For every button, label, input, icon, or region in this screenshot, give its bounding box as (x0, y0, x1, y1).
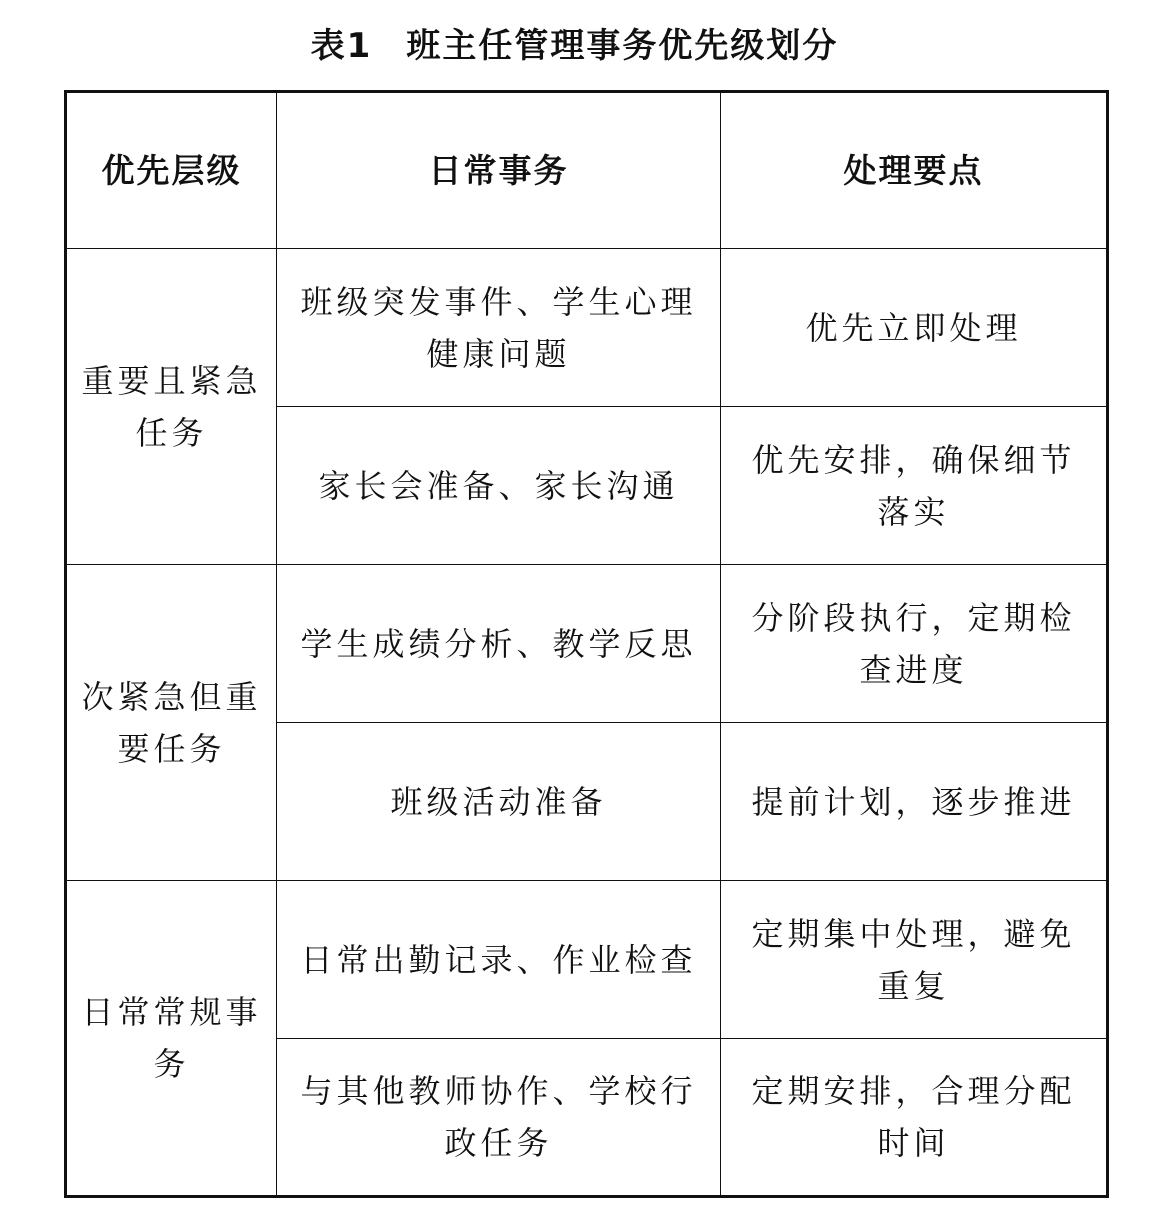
task-cell: 日常出勤记录、作业检查 (277, 881, 721, 1039)
priority-level-cell: 日常常规事务 (66, 881, 277, 1197)
header-daily-tasks: 日常事务 (277, 92, 721, 249)
point-cell: 定期集中处理，避免重复 (721, 881, 1108, 1039)
point-cell: 定期安排，合理分配时间 (721, 1039, 1108, 1197)
header-handling-points: 处理要点 (721, 92, 1108, 249)
task-cell: 学生成绩分析、教学反思 (277, 565, 721, 723)
point-cell: 优先立即处理 (721, 249, 1108, 407)
point-cell: 提前计划，逐步推进 (721, 723, 1108, 881)
table-row (66, 249, 1108, 407)
priority-table (64, 90, 1109, 1198)
point-cell: 分阶段执行，定期检查进度 (721, 565, 1108, 723)
table-number: 表1 (310, 26, 373, 66)
priority-level-cell: 重要且紧急任务 (66, 249, 277, 565)
task-cell: 家长会准备、家长沟通 (277, 407, 721, 565)
header-priority-level: 优先层级 (66, 92, 277, 249)
point-cell: 优先安排，确保细节落实 (721, 407, 1108, 565)
table-row (66, 565, 1108, 723)
header-row (66, 92, 1108, 249)
table-caption (0, 18, 1149, 67)
task-cell: 班级活动准备 (277, 723, 721, 881)
table-row (66, 881, 1108, 1039)
task-cell: 班级突发事件、学生心理健康问题 (277, 249, 721, 407)
task-cell: 与其他教师协作、学校行政任务 (277, 1039, 721, 1197)
priority-level-cell: 次紧急但重要任务 (66, 565, 277, 881)
table-title: 班主任管理事务优先级划分 (406, 26, 839, 66)
